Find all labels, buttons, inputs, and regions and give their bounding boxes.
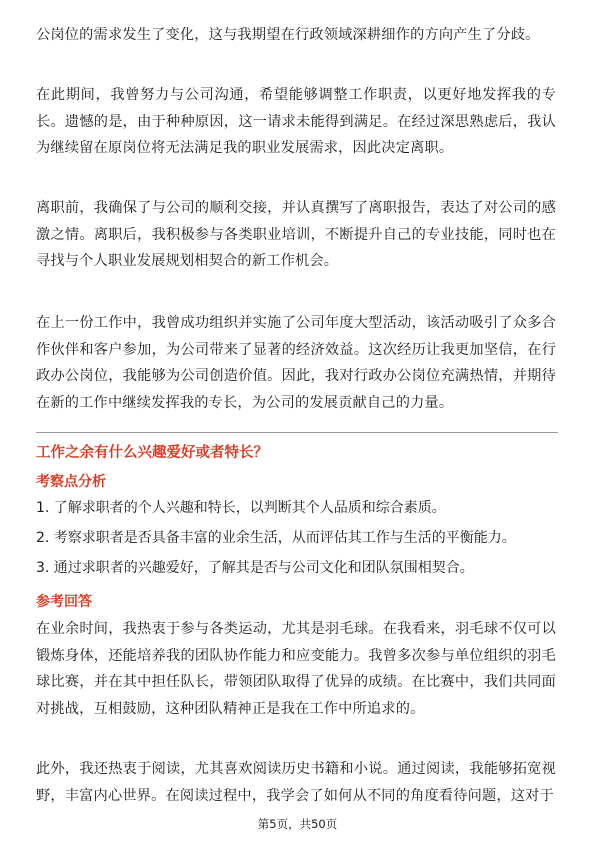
paragraph-resignation: 离职前，我确保了与公司的顺利交接，并认真撰写了离职报告，表达了对公司的感激之情。离职后，我积极参与各类职业培训，不断提升自己的专业技能，同时也在寻找与个人职业发展规划相契合的新工作机会。 [36, 200, 556, 269]
reference-paragraph-sports: 在业余时间，我热衷于参与各类运动，尤其是羽毛球。在我看来，羽毛球不仅可以锻炼身体，还能培养我的团队协作能力和应变能力。我曾多次参与单位组织的羽毛球比赛，并在其中担任队长，带领团队取得了优异的成绩。在比赛中，我们共同面对挑战，互相鼓励，这种团队精神正是我在工作中所追求的。 [36, 621, 556, 717]
page-number: 第5页，共50页 [257, 817, 338, 831]
analysis-item-3: 3. 通过求职者的兴趣爱好，了解其是否与公司文化和团队氛围相契合。 [36, 560, 474, 576]
analysis-item-1: 1. 了解求职者的个人兴趣和特长，以判断其个人品质和综合素质。 [36, 500, 446, 516]
paragraph-intro-end: 公岗位的需求发生了变化，这与我期望在行政领域深耕细作的方向产生了分歧。 [36, 27, 540, 43]
question-heading: 工作之余有什么兴趣爱好或者特长？ [36, 445, 268, 461]
paragraph-experience: 在上一份工作中，我曾成功组织并实施了公司年度大型活动，该活动吸引了众多合作伙伴和客户参加，为公司带来了显著的经济效益。这次经历让我更加坚信，在行政办公岗位，我能够为公司创造价值。因此，我对行政办公岗位充满热情，并期待在新的工作中继续发挥我的专长，为公司的发展贡献自己的力量。 [36, 315, 556, 411]
paragraph-communication: 在此期间，我曾努力与公司沟通，希望能够调整工作职责，以更好地发挥我的专长。遗憾的是，由于种种原因，这一请求未能得到满足。在经过深思熟虑后，我认为继续留在原岗位将无法满足我的职业发展需求，因此决定离职。 [36, 87, 556, 156]
analysis-title: 考察点分析 [36, 474, 106, 490]
section-divider [36, 432, 558, 433]
reference-paragraph-reading: 此外，我还热衷于阅读，尤其喜欢阅读历史书籍和小说。通过阅读，我能够拓宽视野，丰富内心世界。在阅读过程中，我学会了如何从不同的角度看待问题，这对于 [36, 761, 556, 804]
analysis-item-2: 2. 考察求职者是否具备丰富的业余生活，从而评估其工作与生活的平衡能力。 [36, 530, 516, 546]
reference-title: 参考回答 [36, 594, 92, 610]
